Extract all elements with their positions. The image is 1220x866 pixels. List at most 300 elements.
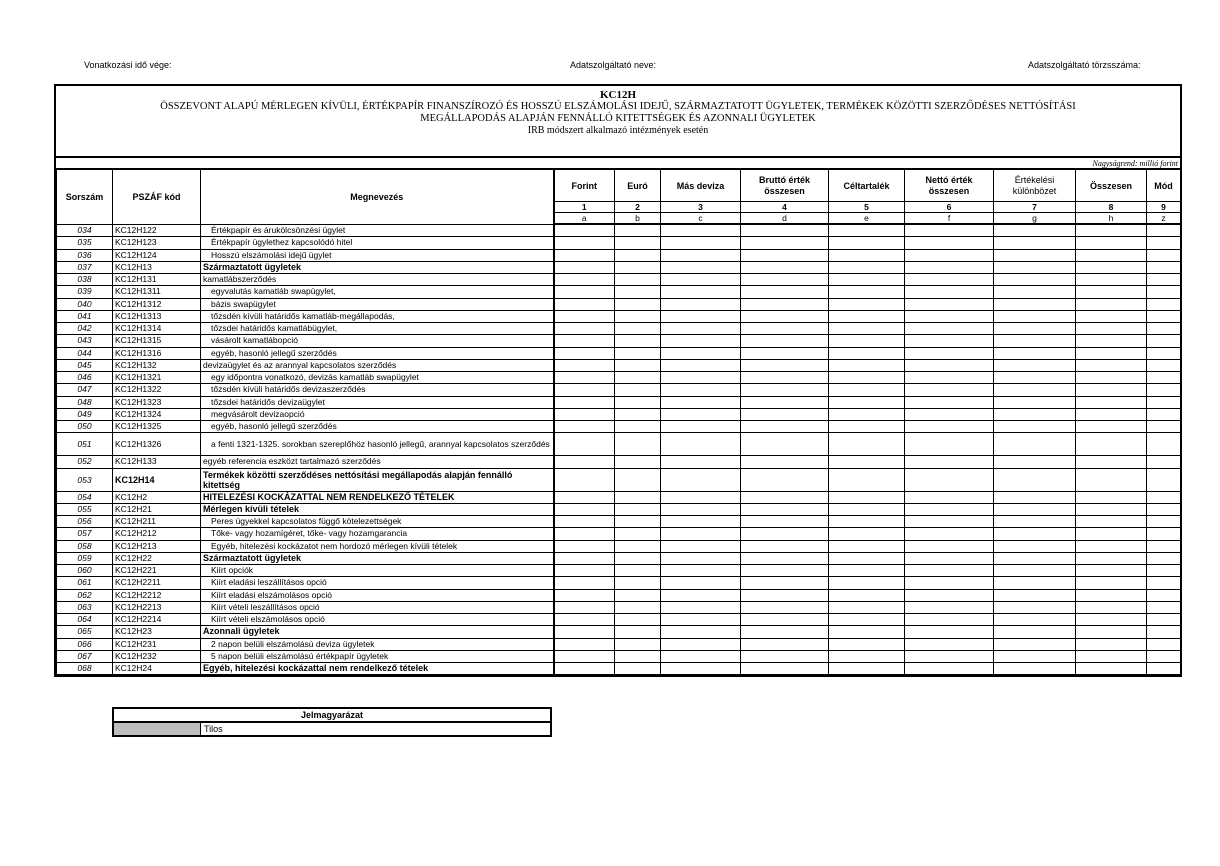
value-cell[interactable] (905, 335, 994, 347)
value-cell[interactable] (829, 347, 905, 359)
value-cell[interactable] (661, 335, 741, 347)
value-cell[interactable] (661, 224, 741, 237)
value-cell[interactable] (741, 384, 829, 396)
value-cell[interactable] (661, 601, 741, 613)
value-cell[interactable] (994, 601, 1076, 613)
value-cell[interactable] (741, 540, 829, 552)
value-cell[interactable] (905, 359, 994, 371)
value-cell[interactable] (1147, 601, 1181, 613)
value-cell[interactable] (741, 663, 829, 675)
value-cell[interactable] (1147, 614, 1181, 626)
value-cell[interactable] (829, 372, 905, 384)
value-cell[interactable] (661, 359, 741, 371)
value-cell[interactable] (1076, 528, 1147, 540)
value-cell[interactable] (554, 396, 615, 408)
value-cell[interactable] (1076, 601, 1147, 613)
value-cell[interactable] (829, 274, 905, 286)
value-cell[interactable] (905, 408, 994, 420)
value-cell[interactable] (829, 491, 905, 503)
value-cell[interactable] (661, 552, 741, 564)
value-cell[interactable] (1076, 372, 1147, 384)
value-cell[interactable] (554, 614, 615, 626)
value-cell[interactable] (1147, 626, 1181, 638)
value-cell[interactable] (661, 249, 741, 261)
value-cell[interactable] (741, 565, 829, 577)
value-cell[interactable] (994, 650, 1076, 662)
value-cell[interactable] (615, 577, 661, 589)
value-cell[interactable] (615, 261, 661, 273)
value-cell[interactable] (741, 274, 829, 286)
value-cell[interactable] (1076, 249, 1147, 261)
value-cell[interactable] (905, 433, 994, 456)
value-cell[interactable] (661, 237, 741, 249)
value-cell[interactable] (1147, 224, 1181, 237)
value-cell[interactable] (661, 310, 741, 322)
value-cell[interactable] (554, 638, 615, 650)
value-cell[interactable] (741, 408, 829, 420)
value-cell[interactable] (554, 503, 615, 515)
value-cell[interactable] (1076, 540, 1147, 552)
value-cell[interactable] (615, 224, 661, 237)
value-cell[interactable] (1076, 552, 1147, 564)
value-cell[interactable] (615, 347, 661, 359)
value-cell[interactable] (905, 638, 994, 650)
value-cell[interactable] (1147, 638, 1181, 650)
value-cell[interactable] (661, 274, 741, 286)
value-cell[interactable] (829, 552, 905, 564)
value-cell[interactable] (661, 528, 741, 540)
value-cell[interactable] (1076, 565, 1147, 577)
value-cell[interactable] (615, 249, 661, 261)
value-cell[interactable] (994, 323, 1076, 335)
value-cell[interactable] (661, 408, 741, 420)
value-cell[interactable] (554, 456, 615, 468)
value-cell[interactable] (554, 298, 615, 310)
value-cell[interactable] (905, 456, 994, 468)
value-cell[interactable] (1076, 298, 1147, 310)
value-cell[interactable] (1076, 224, 1147, 237)
value-cell[interactable] (1147, 491, 1181, 503)
value-cell[interactable] (661, 503, 741, 515)
value-cell[interactable] (994, 310, 1076, 322)
value-cell[interactable] (741, 286, 829, 298)
value-cell[interactable] (554, 552, 615, 564)
value-cell[interactable] (554, 468, 615, 491)
value-cell[interactable] (554, 408, 615, 420)
value-cell[interactable] (554, 224, 615, 237)
value-cell[interactable] (905, 491, 994, 503)
value-cell[interactable] (994, 528, 1076, 540)
value-cell[interactable] (741, 516, 829, 528)
value-cell[interactable] (829, 565, 905, 577)
value-cell[interactable] (1076, 261, 1147, 273)
value-cell[interactable] (615, 433, 661, 456)
value-cell[interactable] (905, 249, 994, 261)
value-cell[interactable] (829, 540, 905, 552)
value-cell[interactable] (905, 663, 994, 675)
value-cell[interactable] (994, 372, 1076, 384)
value-cell[interactable] (829, 456, 905, 468)
value-cell[interactable] (554, 650, 615, 662)
value-cell[interactable] (1147, 433, 1181, 456)
value-cell[interactable] (661, 421, 741, 433)
value-cell[interactable] (661, 323, 741, 335)
value-cell[interactable] (829, 650, 905, 662)
value-cell[interactable] (994, 224, 1076, 237)
value-cell[interactable] (1147, 396, 1181, 408)
value-cell[interactable] (829, 433, 905, 456)
value-cell[interactable] (1076, 516, 1147, 528)
value-cell[interactable] (741, 433, 829, 456)
value-cell[interactable] (905, 516, 994, 528)
value-cell[interactable] (554, 516, 615, 528)
value-cell[interactable] (829, 577, 905, 589)
value-cell[interactable] (1076, 589, 1147, 601)
value-cell[interactable] (905, 261, 994, 273)
value-cell[interactable] (615, 384, 661, 396)
value-cell[interactable] (741, 421, 829, 433)
value-cell[interactable] (1076, 408, 1147, 420)
value-cell[interactable] (829, 335, 905, 347)
value-cell[interactable] (661, 372, 741, 384)
value-cell[interactable] (615, 528, 661, 540)
value-cell[interactable] (905, 503, 994, 515)
value-cell[interactable] (1147, 286, 1181, 298)
value-cell[interactable] (741, 614, 829, 626)
value-cell[interactable] (661, 298, 741, 310)
value-cell[interactable] (994, 274, 1076, 286)
value-cell[interactable] (994, 577, 1076, 589)
value-cell[interactable] (661, 456, 741, 468)
value-cell[interactable] (615, 540, 661, 552)
value-cell[interactable] (829, 298, 905, 310)
value-cell[interactable] (905, 528, 994, 540)
value-cell[interactable] (741, 335, 829, 347)
value-cell[interactable] (1147, 577, 1181, 589)
value-cell[interactable] (554, 249, 615, 261)
value-cell[interactable] (994, 298, 1076, 310)
value-cell[interactable] (1147, 347, 1181, 359)
value-cell[interactable] (829, 503, 905, 515)
value-cell[interactable] (554, 663, 615, 675)
value-cell[interactable] (615, 286, 661, 298)
value-cell[interactable] (741, 503, 829, 515)
value-cell[interactable] (1076, 384, 1147, 396)
value-cell[interactable] (554, 589, 615, 601)
value-cell[interactable] (1076, 421, 1147, 433)
value-cell[interactable] (994, 614, 1076, 626)
value-cell[interactable] (1147, 372, 1181, 384)
value-cell[interactable] (994, 552, 1076, 564)
value-cell[interactable] (741, 601, 829, 613)
value-cell[interactable] (1076, 433, 1147, 456)
value-cell[interactable] (1076, 396, 1147, 408)
value-cell[interactable] (994, 589, 1076, 601)
value-cell[interactable] (741, 310, 829, 322)
value-cell[interactable] (1147, 528, 1181, 540)
value-cell[interactable] (554, 261, 615, 273)
value-cell[interactable] (554, 433, 615, 456)
value-cell[interactable] (1076, 468, 1147, 491)
value-cell[interactable] (615, 396, 661, 408)
value-cell[interactable] (741, 372, 829, 384)
value-cell[interactable] (829, 528, 905, 540)
value-cell[interactable] (1147, 663, 1181, 675)
value-cell[interactable] (1076, 456, 1147, 468)
value-cell[interactable] (615, 335, 661, 347)
value-cell[interactable] (994, 503, 1076, 515)
value-cell[interactable] (661, 540, 741, 552)
value-cell[interactable] (1076, 347, 1147, 359)
value-cell[interactable] (554, 601, 615, 613)
value-cell[interactable] (829, 614, 905, 626)
value-cell[interactable] (615, 650, 661, 662)
value-cell[interactable] (905, 540, 994, 552)
value-cell[interactable] (994, 516, 1076, 528)
value-cell[interactable] (1147, 503, 1181, 515)
value-cell[interactable] (1076, 503, 1147, 515)
value-cell[interactable] (905, 298, 994, 310)
value-cell[interactable] (1147, 274, 1181, 286)
value-cell[interactable] (741, 261, 829, 273)
value-cell[interactable] (1076, 650, 1147, 662)
value-cell[interactable] (554, 384, 615, 396)
value-cell[interactable] (829, 663, 905, 675)
value-cell[interactable] (615, 408, 661, 420)
value-cell[interactable] (554, 528, 615, 540)
value-cell[interactable] (905, 421, 994, 433)
value-cell[interactable] (994, 491, 1076, 503)
value-cell[interactable] (661, 491, 741, 503)
value-cell[interactable] (1147, 249, 1181, 261)
value-cell[interactable] (829, 626, 905, 638)
value-cell[interactable] (661, 565, 741, 577)
value-cell[interactable] (994, 249, 1076, 261)
value-cell[interactable] (661, 286, 741, 298)
value-cell[interactable] (1147, 323, 1181, 335)
value-cell[interactable] (615, 663, 661, 675)
value-cell[interactable] (1147, 540, 1181, 552)
value-cell[interactable] (615, 626, 661, 638)
value-cell[interactable] (829, 310, 905, 322)
value-cell[interactable] (741, 359, 829, 371)
value-cell[interactable] (829, 286, 905, 298)
value-cell[interactable] (554, 626, 615, 638)
value-cell[interactable] (1076, 614, 1147, 626)
value-cell[interactable] (661, 516, 741, 528)
value-cell[interactable] (554, 274, 615, 286)
value-cell[interactable] (905, 323, 994, 335)
value-cell[interactable] (1076, 310, 1147, 322)
value-cell[interactable] (661, 589, 741, 601)
value-cell[interactable] (741, 224, 829, 237)
value-cell[interactable] (905, 468, 994, 491)
value-cell[interactable] (741, 577, 829, 589)
value-cell[interactable] (661, 638, 741, 650)
value-cell[interactable] (905, 372, 994, 384)
value-cell[interactable] (741, 528, 829, 540)
value-cell[interactable] (1076, 359, 1147, 371)
value-cell[interactable] (994, 384, 1076, 396)
value-cell[interactable] (829, 516, 905, 528)
value-cell[interactable] (1076, 237, 1147, 249)
value-cell[interactable] (741, 589, 829, 601)
value-cell[interactable] (829, 261, 905, 273)
value-cell[interactable] (554, 347, 615, 359)
value-cell[interactable] (829, 384, 905, 396)
value-cell[interactable] (1147, 650, 1181, 662)
value-cell[interactable] (661, 650, 741, 662)
value-cell[interactable] (554, 323, 615, 335)
value-cell[interactable] (554, 565, 615, 577)
value-cell[interactable] (905, 650, 994, 662)
value-cell[interactable] (994, 286, 1076, 298)
value-cell[interactable] (905, 224, 994, 237)
value-cell[interactable] (905, 286, 994, 298)
value-cell[interactable] (661, 433, 741, 456)
value-cell[interactable] (905, 384, 994, 396)
value-cell[interactable] (994, 359, 1076, 371)
value-cell[interactable] (554, 421, 615, 433)
value-cell[interactable] (829, 408, 905, 420)
value-cell[interactable] (829, 396, 905, 408)
value-cell[interactable] (554, 335, 615, 347)
value-cell[interactable] (615, 565, 661, 577)
value-cell[interactable] (994, 456, 1076, 468)
value-cell[interactable] (829, 638, 905, 650)
value-cell[interactable] (615, 372, 661, 384)
value-cell[interactable] (615, 274, 661, 286)
value-cell[interactable] (905, 396, 994, 408)
value-cell[interactable] (661, 663, 741, 675)
value-cell[interactable] (554, 577, 615, 589)
value-cell[interactable] (994, 433, 1076, 456)
value-cell[interactable] (615, 237, 661, 249)
value-cell[interactable] (615, 298, 661, 310)
value-cell[interactable] (741, 626, 829, 638)
value-cell[interactable] (994, 638, 1076, 650)
value-cell[interactable] (994, 626, 1076, 638)
value-cell[interactable] (1076, 323, 1147, 335)
value-cell[interactable] (615, 638, 661, 650)
value-cell[interactable] (554, 359, 615, 371)
value-cell[interactable] (615, 552, 661, 564)
value-cell[interactable] (615, 601, 661, 613)
value-cell[interactable] (554, 372, 615, 384)
value-cell[interactable] (661, 384, 741, 396)
value-cell[interactable] (615, 614, 661, 626)
value-cell[interactable] (1147, 408, 1181, 420)
value-cell[interactable] (661, 468, 741, 491)
value-cell[interactable] (554, 310, 615, 322)
value-cell[interactable] (741, 396, 829, 408)
value-cell[interactable] (1147, 456, 1181, 468)
value-cell[interactable] (994, 565, 1076, 577)
value-cell[interactable] (829, 224, 905, 237)
value-cell[interactable] (905, 237, 994, 249)
value-cell[interactable] (554, 540, 615, 552)
value-cell[interactable] (615, 421, 661, 433)
value-cell[interactable] (1076, 274, 1147, 286)
value-cell[interactable] (1147, 516, 1181, 528)
value-cell[interactable] (615, 359, 661, 371)
value-cell[interactable] (905, 552, 994, 564)
value-cell[interactable] (615, 503, 661, 515)
value-cell[interactable] (741, 650, 829, 662)
value-cell[interactable] (994, 396, 1076, 408)
value-cell[interactable] (661, 396, 741, 408)
value-cell[interactable] (994, 347, 1076, 359)
value-cell[interactable] (554, 237, 615, 249)
value-cell[interactable] (1076, 491, 1147, 503)
value-cell[interactable] (615, 468, 661, 491)
value-cell[interactable] (1147, 384, 1181, 396)
value-cell[interactable] (829, 249, 905, 261)
value-cell[interactable] (1147, 261, 1181, 273)
value-cell[interactable] (1076, 626, 1147, 638)
value-cell[interactable] (905, 589, 994, 601)
value-cell[interactable] (829, 323, 905, 335)
value-cell[interactable] (1147, 565, 1181, 577)
value-cell[interactable] (829, 359, 905, 371)
value-cell[interactable] (615, 516, 661, 528)
value-cell[interactable] (829, 589, 905, 601)
value-cell[interactable] (1076, 663, 1147, 675)
value-cell[interactable] (905, 310, 994, 322)
value-cell[interactable] (1076, 638, 1147, 650)
value-cell[interactable] (829, 421, 905, 433)
value-cell[interactable] (741, 491, 829, 503)
value-cell[interactable] (994, 335, 1076, 347)
value-cell[interactable] (1147, 589, 1181, 601)
value-cell[interactable] (741, 468, 829, 491)
value-cell[interactable] (615, 456, 661, 468)
value-cell[interactable] (741, 249, 829, 261)
value-cell[interactable] (1147, 552, 1181, 564)
value-cell[interactable] (905, 565, 994, 577)
value-cell[interactable] (615, 323, 661, 335)
value-cell[interactable] (829, 468, 905, 491)
value-cell[interactable] (994, 237, 1076, 249)
value-cell[interactable] (741, 638, 829, 650)
value-cell[interactable] (994, 421, 1076, 433)
value-cell[interactable] (1147, 421, 1181, 433)
value-cell[interactable] (741, 347, 829, 359)
value-cell[interactable] (615, 589, 661, 601)
value-cell[interactable] (905, 577, 994, 589)
value-cell[interactable] (661, 261, 741, 273)
value-cell[interactable] (905, 614, 994, 626)
value-cell[interactable] (554, 286, 615, 298)
value-cell[interactable] (1147, 298, 1181, 310)
value-cell[interactable] (741, 237, 829, 249)
value-cell[interactable] (905, 347, 994, 359)
value-cell[interactable] (994, 663, 1076, 675)
value-cell[interactable] (905, 601, 994, 613)
value-cell[interactable] (1076, 335, 1147, 347)
value-cell[interactable] (615, 310, 661, 322)
value-cell[interactable] (994, 408, 1076, 420)
value-cell[interactable] (1147, 468, 1181, 491)
value-cell[interactable] (994, 468, 1076, 491)
value-cell[interactable] (905, 274, 994, 286)
value-cell[interactable] (1147, 359, 1181, 371)
value-cell[interactable] (1147, 237, 1181, 249)
value-cell[interactable] (741, 456, 829, 468)
value-cell[interactable] (1147, 310, 1181, 322)
value-cell[interactable] (741, 298, 829, 310)
value-cell[interactable] (661, 626, 741, 638)
